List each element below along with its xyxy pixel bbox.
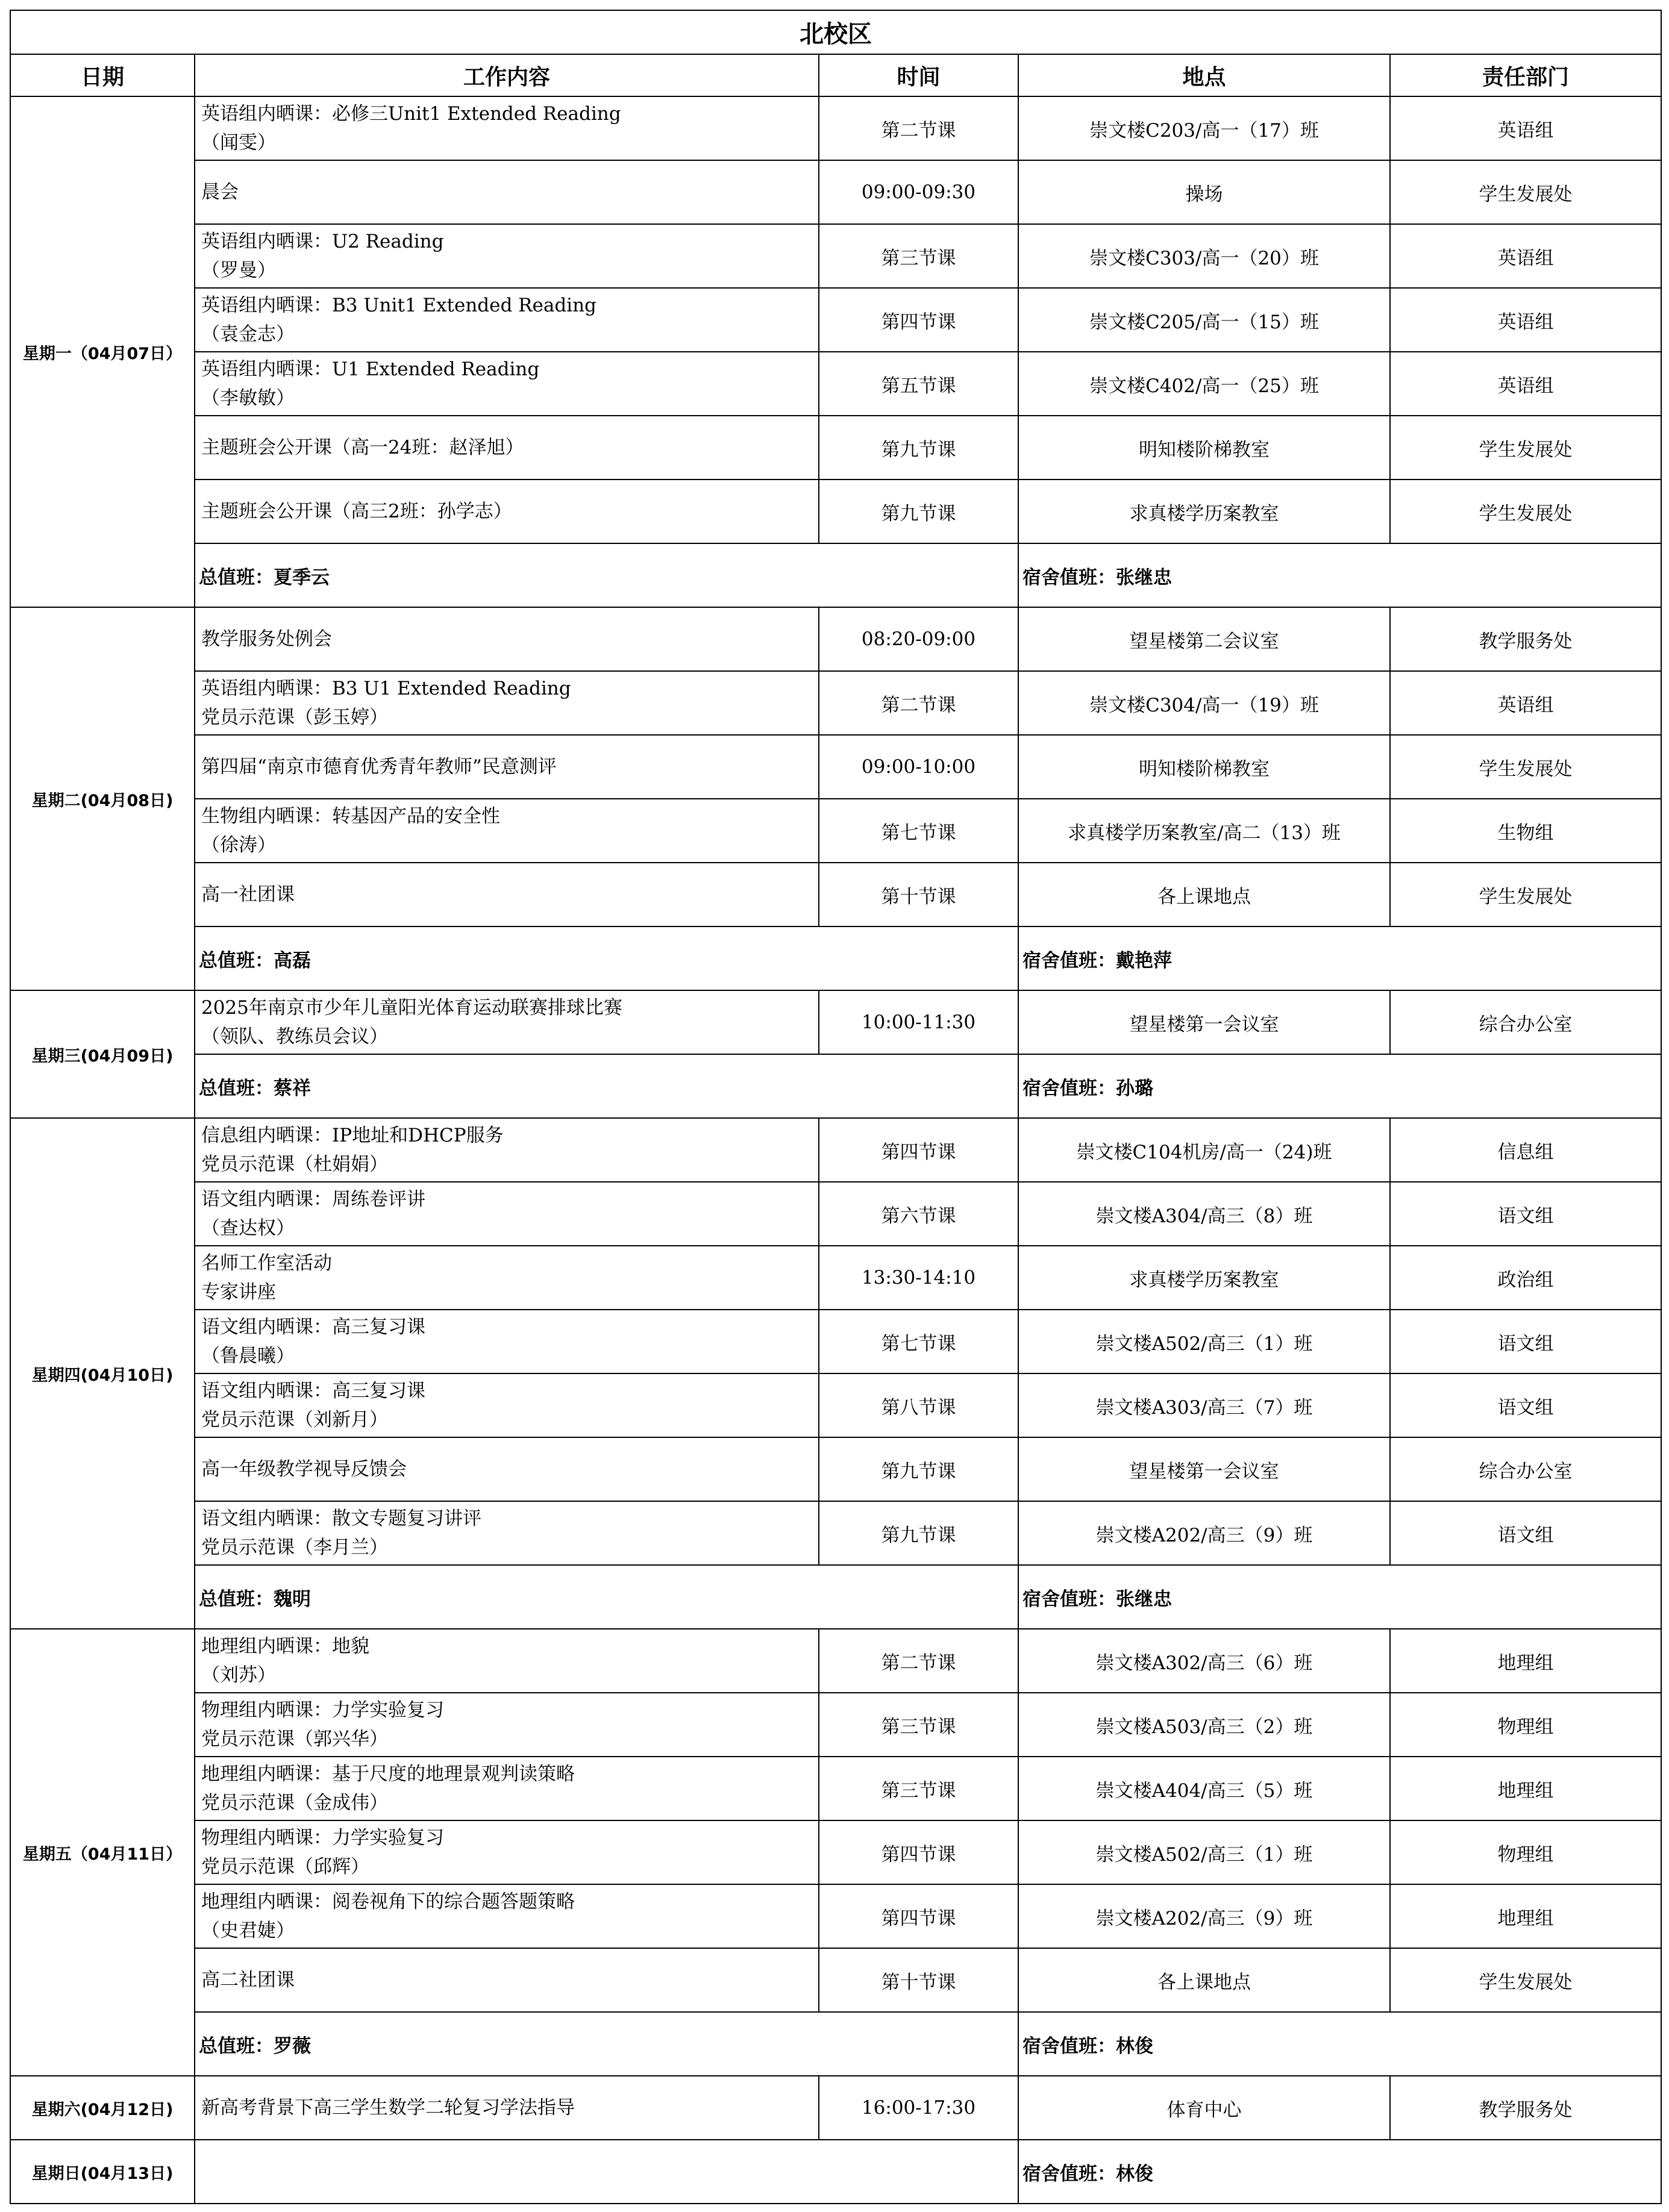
event-content: [195, 224, 819, 288]
event-dept: 语文组: [1390, 1373, 1661, 1437]
event-dept: 地理组: [1390, 1629, 1661, 1693]
event-content: [195, 1884, 819, 1948]
event-content-line: 高一年级教学视导反馈会: [201, 1458, 407, 1480]
event-place: 崇文楼C203/高一（17）班: [1018, 96, 1390, 160]
event-time: 第三节课: [819, 1757, 1018, 1820]
event-content: [195, 2076, 819, 2140]
event-place: 崇文楼A303/高三（7）班: [1018, 1373, 1390, 1437]
event-time: 第四节课: [819, 1884, 1018, 1948]
event-content: [195, 1373, 819, 1437]
duty-row: [10, 926, 1661, 990]
event-content-line: 高二社团课: [201, 1969, 295, 1991]
event-place: 崇文楼A202/高三（9）班: [1018, 1884, 1390, 1948]
duty-row: [10, 1565, 1661, 1629]
event-content-line: 地理组内晒课：阅卷视角下的综合题答题策略: [201, 1891, 575, 1913]
event-content: [195, 96, 819, 160]
event-place: 崇文楼A202/高三（9）班: [1018, 1501, 1390, 1565]
header-place: 地点: [1018, 54, 1390, 96]
event-content: [195, 1629, 819, 1693]
event-content-line: 晨会: [201, 181, 239, 203]
event-row: [10, 1884, 1661, 1948]
event-place: 求真楼学历案教室: [1018, 480, 1390, 543]
event-row: [10, 1373, 1661, 1437]
event-time: 16:00-17:30: [819, 2076, 1018, 2140]
dorm-duty: 宿舍值班：戴艳萍: [1018, 926, 1661, 990]
event-row: [10, 671, 1661, 735]
event-row: [10, 1310, 1661, 1373]
event-content: [195, 799, 819, 863]
event-row: [10, 1757, 1661, 1820]
event-row: [10, 863, 1661, 926]
event-row: [10, 1246, 1661, 1310]
event-dept: 综合办公室: [1390, 1437, 1661, 1501]
event-time: 第六节课: [819, 1182, 1018, 1246]
event-content-line: 英语组内晒课：B3 U1 Extended Reading: [201, 678, 571, 699]
dorm-duty: 宿舍值班：林俊: [1018, 2140, 1661, 2204]
general-duty: 总值班：蔡祥: [195, 1054, 1018, 1118]
schedule-body: [10, 10, 1661, 2204]
event-content-line: 地理组内晒课：基于尺度的地理景观判读策略: [201, 1763, 575, 1785]
event-dept: 学生发展处: [1390, 1948, 1661, 2012]
event-content-line: 英语组内晒课：U2 Reading: [201, 231, 444, 252]
general-duty: [195, 2140, 1018, 2204]
event-place: 求真楼学历案教室/高二（13）班: [1018, 799, 1390, 863]
event-dept: 学生发展处: [1390, 735, 1661, 799]
event-row: [10, 1820, 1661, 1884]
event-row: [10, 288, 1661, 352]
event-content-line: 党员示范课（刘新月）: [201, 1409, 388, 1431]
event-content-line: 党员示范课（郭兴华）: [201, 1728, 388, 1750]
event-place: 崇文楼C205/高一（15）班: [1018, 288, 1390, 352]
event-row: [10, 1948, 1661, 2012]
event-time: 第二节课: [819, 671, 1018, 735]
header-content: 工作内容: [195, 54, 819, 96]
event-content-line: 名师工作室活动: [201, 1252, 332, 1274]
event-row: [10, 607, 1661, 671]
event-content-line: 生物组内晒课：转基因产品的安全性: [201, 805, 500, 827]
event-time: 第四节课: [819, 1118, 1018, 1182]
event-dept: 综合办公室: [1390, 990, 1661, 1054]
event-time: 第二节课: [819, 96, 1018, 160]
event-time: 第十节课: [819, 863, 1018, 926]
event-time: 第十节课: [819, 1948, 1018, 2012]
duty-row: [10, 1054, 1661, 1118]
dorm-duty: 宿舍值班：张继忠: [1018, 543, 1661, 607]
event-time: 第二节课: [819, 1629, 1018, 1693]
event-place: 崇文楼C304/高一（19）班: [1018, 671, 1390, 735]
event-place: 望星楼第二会议室: [1018, 607, 1390, 671]
event-time: 10:00-11:30: [819, 990, 1018, 1054]
general-duty: 总值班：罗薇: [195, 2012, 1018, 2076]
event-dept: 英语组: [1390, 671, 1661, 735]
event-place: 各上课地点: [1018, 1948, 1390, 2012]
event-dept: 英语组: [1390, 96, 1661, 160]
event-place: 崇文楼C402/高一（25）班: [1018, 352, 1390, 416]
event-content-line: （徐涛）: [201, 834, 276, 856]
event-place: 求真楼学历案教室: [1018, 1246, 1390, 1310]
event-content-line: 新高考背景下高三学生数学二轮复习学法指导: [201, 2097, 575, 2119]
event-row: [10, 1629, 1661, 1693]
event-content-line: 主题班会公开课（高一24班：赵泽旭）: [201, 437, 524, 458]
event-row: [10, 1501, 1661, 1565]
event-row: [10, 2076, 1661, 2140]
event-time: 08:20-09:00: [819, 607, 1018, 671]
event-content: [195, 1501, 819, 1565]
event-place: 崇文楼A503/高三（2）班: [1018, 1693, 1390, 1757]
event-time: 09:00-10:00: [819, 735, 1018, 799]
event-content-line: （闻雯）: [201, 132, 276, 154]
day-label: 星期六(04月12日): [10, 2076, 195, 2140]
event-dept: 学生发展处: [1390, 416, 1661, 480]
schedule-table: [10, 10, 1662, 2204]
event-dept: 教学服务处: [1390, 607, 1661, 671]
event-content: [195, 352, 819, 416]
day-label: 星期日(04月13日): [10, 2140, 195, 2204]
event-content-line: （罗曼）: [201, 260, 276, 281]
event-row: [10, 224, 1661, 288]
event-content-line: 语文组内晒课：高三复习课: [201, 1316, 425, 1338]
event-dept: 英语组: [1390, 352, 1661, 416]
event-time: 第八节课: [819, 1373, 1018, 1437]
event-content-line: （鲁晨曦）: [201, 1345, 295, 1367]
event-content-line: 党员示范课（邱辉）: [201, 1856, 369, 1878]
event-place: 明知楼阶梯教室: [1018, 416, 1390, 480]
event-row: [10, 480, 1661, 543]
event-content-line: 英语组内晒课：必修三Unit1 Extended Reading: [201, 103, 621, 125]
day-label: 星期三(04月09日): [10, 990, 195, 1118]
day-label: 星期二(04月08日): [10, 607, 195, 990]
event-place: 望星楼第一会议室: [1018, 990, 1390, 1054]
event-row: [10, 990, 1661, 1054]
event-content: [195, 416, 819, 480]
event-place: 望星楼第一会议室: [1018, 1437, 1390, 1501]
event-content-line: 第四届“南京市德育优秀青年教师”民意测评: [201, 756, 557, 778]
event-content: [195, 1182, 819, 1246]
event-time: 第九节课: [819, 1437, 1018, 1501]
event-content-line: 党员示范课（李月兰）: [201, 1537, 388, 1558]
event-content-line: （李敏敏）: [201, 387, 295, 409]
dorm-duty: 宿舍值班：林俊: [1018, 2012, 1661, 2076]
event-dept: 信息组: [1390, 1118, 1661, 1182]
event-dept: 语文组: [1390, 1310, 1661, 1373]
event-content: [195, 671, 819, 735]
event-content-line: 信息组内晒课：IP地址和DHCP服务: [201, 1125, 504, 1146]
event-content: [195, 735, 819, 799]
campus-title: 北校区: [10, 10, 1661, 54]
event-dept: 语文组: [1390, 1182, 1661, 1246]
event-time: 第三节课: [819, 224, 1018, 288]
event-content: [195, 1118, 819, 1182]
event-dept: 语文组: [1390, 1501, 1661, 1565]
event-content-line: 地理组内晒课：地貌: [201, 1636, 369, 1657]
event-row: [10, 799, 1661, 863]
event-dept: 物理组: [1390, 1820, 1661, 1884]
event-content: [195, 1246, 819, 1310]
event-time: 第七节课: [819, 799, 1018, 863]
event-place: 操场: [1018, 160, 1390, 224]
event-content: [195, 1820, 819, 1884]
event-content: [195, 480, 819, 543]
event-dept: 英语组: [1390, 288, 1661, 352]
event-row: [10, 1182, 1661, 1246]
event-row: [10, 1693, 1661, 1757]
event-time: 第九节课: [819, 1501, 1018, 1565]
event-content-line: （史君婕）: [201, 1920, 295, 1942]
event-dept: 生物组: [1390, 799, 1661, 863]
event-content-line: （袁金志）: [201, 323, 295, 345]
event-content: [195, 1693, 819, 1757]
event-dept: 英语组: [1390, 224, 1661, 288]
event-dept: 学生发展处: [1390, 160, 1661, 224]
event-time: 第四节课: [819, 1820, 1018, 1884]
duty-row: [10, 2140, 1661, 2204]
event-place: 崇文楼A502/高三（1）班: [1018, 1310, 1390, 1373]
event-time: 13:30-14:10: [819, 1246, 1018, 1310]
duty-row: [10, 543, 1661, 607]
event-content: [195, 990, 819, 1054]
general-duty: 总值班：魏明: [195, 1565, 1018, 1629]
header-time: 时间: [819, 54, 1018, 96]
event-time: 第九节课: [819, 416, 1018, 480]
event-place: 崇文楼A304/高三（8）班: [1018, 1182, 1390, 1246]
event-time: 第四节课: [819, 288, 1018, 352]
event-place: 明知楼阶梯教室: [1018, 735, 1390, 799]
event-place: 崇文楼A302/高三（6）班: [1018, 1629, 1390, 1693]
event-content: [195, 1948, 819, 2012]
event-place: 各上课地点: [1018, 863, 1390, 926]
day-label: 星期四(04月10日): [10, 1118, 195, 1629]
event-row: [10, 1437, 1661, 1501]
event-place: 崇文楼C104机房/高一（24)班: [1018, 1118, 1390, 1182]
event-row: [10, 735, 1661, 799]
duty-row: [10, 2012, 1661, 2076]
event-content: [195, 160, 819, 224]
day-label: 星期五（04月11日）: [10, 1629, 195, 2076]
event-dept: 学生发展处: [1390, 863, 1661, 926]
event-content-line: 主题班会公开课（高三2班：孙学志）: [201, 501, 512, 522]
event-content-line: 英语组内晒课：B3 Unit1 Extended Reading: [201, 295, 597, 316]
event-time: 第五节课: [819, 352, 1018, 416]
event-dept: 学生发展处: [1390, 480, 1661, 543]
header-date: 日期: [10, 54, 195, 96]
event-content: [195, 288, 819, 352]
event-time: 09:00-09:30: [819, 160, 1018, 224]
dorm-duty: 宿舍值班：孙璐: [1018, 1054, 1661, 1118]
event-content: [195, 1437, 819, 1501]
event-place: 崇文楼C303/高一（20）班: [1018, 224, 1390, 288]
event-content-line: （领队、教练员会议）: [201, 1026, 388, 1048]
event-content-line: 语文组内晒课：高三复习课: [201, 1380, 425, 1402]
event-row: [10, 1118, 1661, 1182]
event-dept: 教学服务处: [1390, 2076, 1661, 2140]
event-place: 崇文楼A502/高三（1）班: [1018, 1820, 1390, 1884]
event-content-line: 党员示范课（金成伟）: [201, 1792, 388, 1814]
day-label: 星期一（04月07日）: [10, 96, 195, 607]
event-content: [195, 1310, 819, 1373]
event-content-line: 语文组内晒课：散文专题复习讲评: [201, 1508, 481, 1529]
event-content-line: （刘苏）: [201, 1664, 276, 1686]
event-content-line: 2025年南京市少年儿童阳光体育运动联赛排球比赛: [201, 997, 622, 1019]
event-content-line: 党员示范课（彭玉婷）: [201, 707, 388, 728]
event-content-line: 英语组内晒课：U1 Extended Reading: [201, 358, 540, 380]
general-duty: 总值班：夏季云: [195, 543, 1018, 607]
event-place: 崇文楼A404/高三（5）班: [1018, 1757, 1390, 1820]
event-content-line: （查达权）: [201, 1217, 295, 1239]
event-dept: 物理组: [1390, 1693, 1661, 1757]
event-dept: 地理组: [1390, 1884, 1661, 1948]
event-content: [195, 607, 819, 671]
event-time: 第九节课: [819, 480, 1018, 543]
event-content: [195, 863, 819, 926]
event-row: [10, 96, 1661, 160]
event-content-line: 物理组内晒课：力学实验复习: [201, 1699, 444, 1721]
event-time: 第七节课: [819, 1310, 1018, 1373]
event-row: [10, 352, 1661, 416]
header-dept: 责任部门: [1390, 54, 1661, 96]
event-content-line: 物理组内晒课：力学实验复习: [201, 1827, 444, 1849]
event-content-line: 专家讲座: [201, 1281, 276, 1303]
event-row: [10, 416, 1661, 480]
event-dept: 政治组: [1390, 1246, 1661, 1310]
event-dept: 地理组: [1390, 1757, 1661, 1820]
event-place: 体育中心: [1018, 2076, 1390, 2140]
event-row: [10, 160, 1661, 224]
dorm-duty: 宿舍值班：张继忠: [1018, 1565, 1661, 1629]
event-content-line: 语文组内晒课：周练卷评讲: [201, 1189, 425, 1210]
event-time: 第三节课: [819, 1693, 1018, 1757]
general-duty: 总值班：高磊: [195, 926, 1018, 990]
event-content-line: 党员示范课（杜娟娟）: [201, 1154, 388, 1175]
event-content-line: 教学服务处例会: [201, 628, 332, 650]
event-content-line: 高一社团课: [201, 884, 295, 905]
header-row: [10, 54, 1661, 96]
event-content: [195, 1757, 819, 1820]
